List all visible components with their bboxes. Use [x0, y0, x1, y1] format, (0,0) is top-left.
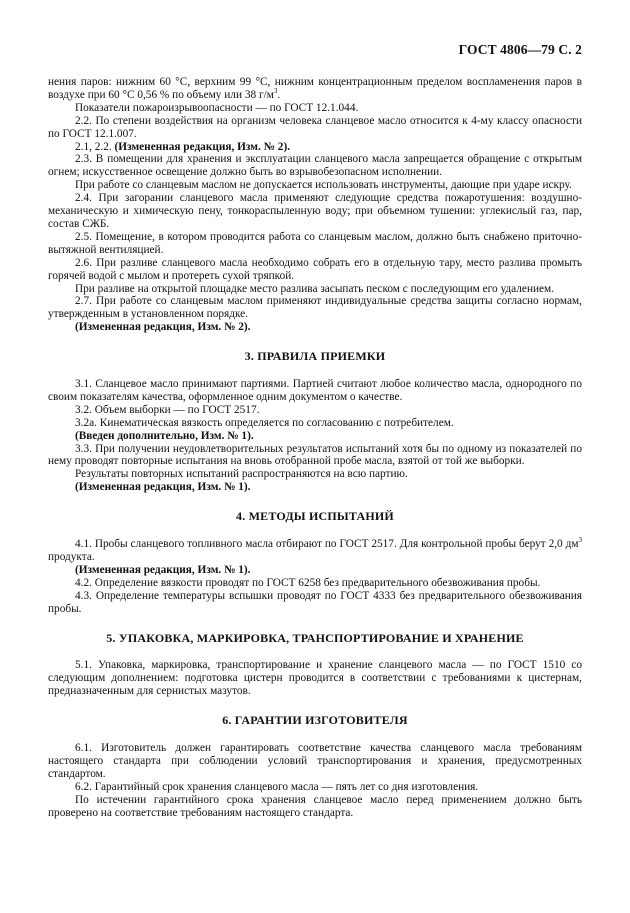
paragraph: 2.5. Помещение, в котором проводится работа со сланцевым маслом, должно быть снабжено приточно-вытяжной вентиляцией.	[48, 230, 582, 256]
paragraph: При разливе на открытой площадке место разлива засыпать песком с последующим его удалением.	[75, 282, 555, 295]
paragraph: 2.2. По степени воздействия на организм человека сланцевое масло относится к 4-му классу опасности по ГОСТ 12.1.007.	[48, 114, 582, 140]
paragraph: 5.1. Упаковка, маркировка, транспортирование и хранение сланцевого масла — по ГОСТ 1510 со следующим дополнением: подготовка цистерн проводится в соответствии с требованиями к цистернам, предназначенным для сернистых мазутов.	[48, 659, 582, 698]
paragraph: 4.3. Определение температуры вспышки проводят по ГОСТ 4333 без предварительного обезвоживания пробы.	[48, 589, 582, 615]
section-heading: 3. ПРАВИЛА ПРИЕМКИ	[244, 349, 386, 364]
amendment-note: (Измененная редакция, Изм. № 1).	[75, 563, 251, 576]
section-heading: 4. МЕТОДЫ ИСПЫТАНИЙ	[236, 509, 394, 524]
amendment-note: (Введен дополнительно, Изм. № 1).	[75, 429, 254, 442]
paragraph	[48, 141, 582, 154]
superscript: 3	[273, 87, 278, 96]
text: .	[277, 88, 281, 101]
paragraph: 6.2. Гарантийный срок хранения сланцевого масла — пять лет со дня изготовления.	[75, 780, 479, 793]
paragraph: При работе со сланцевым маслом не допускается использовать инструменты, дающие при ударе искру.	[75, 179, 572, 192]
paragraph: По истечении гарантийного срока хранения сланцевое масло перед применением должно быть проверено на соответствие требованиям настоящего стандарта.	[48, 793, 582, 819]
section-heading: 6. ГАРАНТИИ ИЗГОТОВИТЕЛЯ	[222, 713, 408, 728]
paragraph: 3.3. При получении неудовлетворительных результатов испытаний хотя бы по одному из показателей по нему проводят повторные испытания на вновь отобранной пробе масла, взятой от той же выборки.	[48, 442, 582, 468]
paragraph: 2.6. При разливе сланцевого масла необходимо собрать его в отдельную тару, место разлива промыть горячей водой с мылом и протереть сухой тряпкой.	[48, 256, 582, 282]
page-header: ГОСТ 4806—79 С. 2	[458, 42, 582, 57]
paragraph: Показатели пожароизрывоопасности — по ГОСТ 12.1.044.	[75, 101, 359, 114]
document-body	[48, 76, 582, 820]
paragraph: 4.2. Определение вязкости проводят по ГОСТ 6258 без предварительного обезвоживания пробы.	[75, 576, 541, 589]
amendment-note: (Измененная редакция, Изм. № 2).	[114, 140, 291, 153]
paragraph: 6.1. Изготовитель должен гарантировать соответствие качества сланцевого масла требованиям настоящего стандарта при соблюдении условий транспортирования и хранения, предусмотренных стандартом.	[48, 742, 582, 780]
paragraph	[48, 76, 582, 102]
text: 2.1, 2.2.	[75, 140, 115, 153]
paragraph: 3.2а. Кинематическая вязкость определяется по согласованию с потребителем.	[75, 416, 454, 429]
paragraph: 2.3. В помещении для хранения и эксплуатации сланцевого масла запрещается обращение с открытым огнем; искусственное освещение должно быть во взрывобезопасном исполнении.	[48, 153, 582, 179]
paragraph	[48, 538, 582, 564]
paragraph: 2.7. При работе со сланцевым маслом применяют индивидуальные средства защиты согласно нормам, утвержденным в установленном порядке.	[48, 295, 582, 321]
text: нения паров: нижним 60 °С, верхним 99 °С, нижним концентрационным пределом воспламенения паров в воздухе при 60 °С 0,56 % по объему или 38 г/м	[48, 76, 582, 101]
section-heading: 5. УПАКОВКА, МАРКИРОВКА, ТРАНСПОРТИРОВАНИЕ И ХРАНЕНИЕ	[106, 630, 524, 645]
amendment-note: (Измененная редакция, Изм. № 2).	[75, 321, 251, 334]
text: продукта.	[48, 551, 95, 563]
amendment-note: (Измененная редакция, Изм. № 1).	[75, 481, 251, 494]
paragraph: Результаты повторных испытаний распространяются на всю партию.	[75, 468, 408, 481]
paragraph: 3.1. Сланцевое масло принимают партиями. Партией считают любое количество масла, однородного по своим показателям качества, оформленное одним документом о качестве.	[48, 378, 582, 403]
paragraph: 3.2. Объем выборки — по ГОСТ 2517.	[75, 403, 260, 416]
paragraph: 2.4. При загорании сланцевого масла применяют следующие средства пожаротушения: воздушно-механическую и химическую пену, тонкораспыленную воду; при объемном тушении: углекислый газ, пар, состав СЖБ.	[48, 192, 582, 230]
text: 4.1. Пробы сланцевого топливного масла отбирают по ГОСТ 2517. Для контрольной пробы берут 2,0 дм	[75, 538, 579, 551]
superscript: 3	[578, 536, 582, 545]
